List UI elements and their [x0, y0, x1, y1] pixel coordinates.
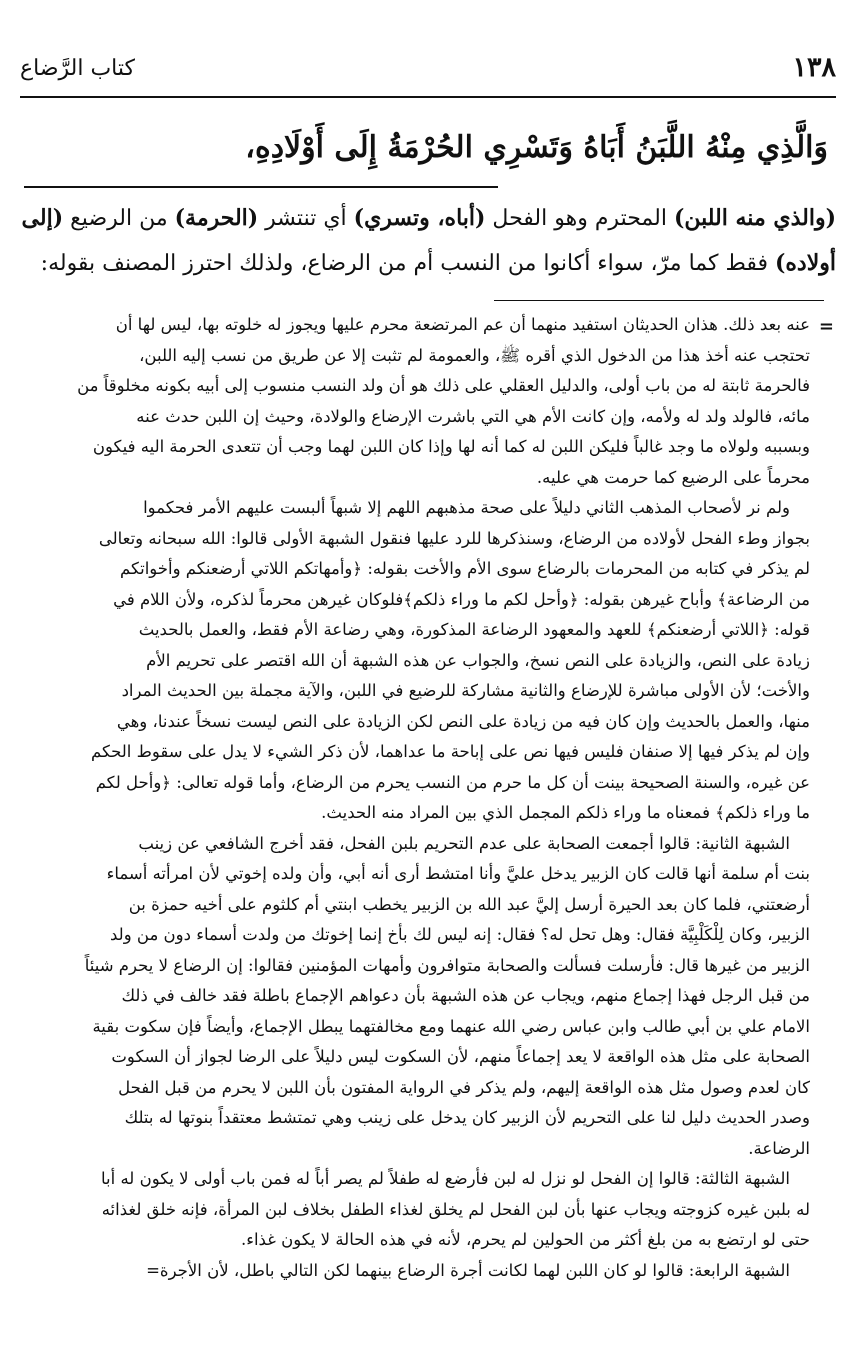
- footnote-line: قوله: ﴿اللاتي أرضعنكم﴾ للعهد والمعهود الرضاعة المذكورة، وهي رضاعة الأم فقط، والعمل بالحديث: [138, 620, 810, 639]
- footnote-line: لم يذكر في كتابه من المحرمات بالرضاع سوى الأم والأخت بقوله: ﴿وأمهاتكم اللاتي أرضعنكم وأخواتكم: [120, 559, 810, 578]
- footnote-line: وصدر الحديث دليل لنا على التحريم لأن الزبير كان يدخل على زينب وهي تمتشط معتقداً بنوتها له بتلك: [124, 1108, 810, 1127]
- footnote-line: من قبل الرجل فهذا إجماع منهم، ويجاب عن هذه الشبهة بأن دعواهم الإجماع باطلة فقد خالف في ذلك: [121, 986, 810, 1005]
- sharh-quoted-matn: (إلى: [21, 205, 64, 231]
- footnote-line: ما وراء ذلكم﴾ فمعناه ما وراء ذلكم المجمل الذي بين المراد منه الحديث.: [321, 803, 810, 822]
- matn-text: وَالَّذِي مِنْهُ اللَّبَنُ أَبَاهُ وَتَسْرِي الحُرْمَةُ إِلَى أَوْلَادِهِ،: [245, 130, 828, 165]
- footnote-line: الصحابة على مثل هذه الواقعة لا يعد إجماعاً منهم، لأن السكوت ليس دليلاً على الرضا لجواز أن السكوت: [111, 1047, 810, 1066]
- footnote-line: من الرضاعة﴾ وأباح غيرهن بقوله: ﴿وأحل لكم ما وراء ذلكم﴾فلوكان غيرهن محرماً لذكره، ولأن اللام في: [113, 589, 810, 609]
- matn-sharh-rule: [24, 186, 498, 188]
- footnote-line: له بلبن غيره كزوجته ويجاب عنها بأن لبن الفحل لم يخلق لغذاء الطفل بخلاف لبن المرأة، فإنه خلق لغذائه: [101, 1199, 810, 1219]
- sharh-quoted-matn: (والذي منه اللبن): [673, 205, 836, 231]
- footnote-line: والأخت؛ لأن الأولى مباشرة للإرضاع والثانية مشاركة للرضيع في اللبن، والآية مجملة بين الحديث المراد: [121, 681, 810, 700]
- footnote-line: أرضعتني، فلما كان بعد الحيرة أرسل إليَّ عبد الله بن الزبير يخطب ابنتي أم كلثوم على أخيه حمزة بن: [128, 894, 810, 914]
- footnote-line: الشبهة الرابعة: قالوا لو كان اللبن لهما لكانت أجرة الرضاع بينهما لكن التالي باطل، لأن الأجرة=: [146, 1260, 790, 1280]
- footnote-line: محرماً على الرضيع كما حرمت هي عليه.: [536, 467, 810, 487]
- footnote-line: وإن لم يذكر فيها إلا صنفان فليس فيها نص على إباحة ما عداهما، لأن ذكر الشيء لا يدل على سقوط الحكم: [91, 742, 810, 761]
- sharh-explanation: أي تنتشر: [258, 206, 354, 231]
- sharh-explanation: من الرضيع: [63, 206, 175, 231]
- sharh-quoted-matn: أولاده): [774, 250, 836, 276]
- footnote-line: الرضاعة.: [748, 1138, 810, 1158]
- footnote-line: مائه، فالولد ولد له ولأمه، وإن كانت الأم هي التي باشرت الإرضاع والولادة، وحيث إن اللبن حدث عنه: [136, 406, 810, 426]
- page-header: [20, 52, 836, 96]
- footnote-rule: [494, 300, 824, 301]
- footnote-line: الشبهة الثالثة: قالوا إن الفحل لو نزل له لبن فأرضع له طفلاً لم يصر أباً له فمن باب أولى لا يكون له أبا: [101, 1169, 790, 1188]
- footnote-line: بجواز وطء الفحل لأولاده من الرضاع، وسنذكرها للرد عليها فنقول الشبهة الأولى قالوا: الله سبحانه وتعالى: [98, 528, 810, 548]
- footnote-line: الزبير من غيرها قال: فأرسلت فسألت والصحابة متوافرون وأمهات المؤمنين فقالوا: إن الرضاع لا يحرم شيئاً: [84, 955, 810, 975]
- sharh-commentary: [20, 196, 836, 286]
- footnote-line: الزبير، وكان لِلْكَلْبِيَّة فقال: وهل تحل له؟ فقال: إنه ليس لك بأخ إنما إخوتك من ولدت أسماء دون من ولد: [110, 925, 810, 944]
- footnote-line: تحتجب عنه أخذ هذا من الدخول الذي أقره ﷺ، والعمومة لم تثبت إلا عن طريق من نسب إليه اللبن،: [139, 345, 810, 365]
- footnote-line: زيادة على النص، والزيادة على النص نسخ، والجواب عن هذه الشبهة أن الله اقتصر على تحريم الأم: [146, 650, 810, 670]
- footnote-line: عن غيره، والسنة الصحيحة بينت أن كل ما حرم من النسب يحرم من الرضاع، وأما قوله تعالى: ﴿وأحل لكم: [95, 772, 810, 792]
- footnote-line: الامام علي بن أبي طالب وابن عباس رضي الله عنهما ومع مخالفتهما يبطل الإجماع، وأيضاً فإن سكوت بقية: [92, 1016, 810, 1036]
- footnote-line: فالحرمة ثابتة له من باب أولى، والدليل العقلي على ذلك هو أن ولد النسب منسوب إلى أبيه بكونه مخلوقاً من: [77, 376, 810, 395]
- page-number: ١٣٨: [792, 52, 836, 83]
- running-title: كتاب الرَّضاع: [20, 56, 135, 81]
- sharh-explanation: المحترم وهو الفحل: [485, 206, 674, 231]
- footnote-continuation-marker: =: [818, 316, 834, 337]
- footnote-line: كان لعدم وصول مثل هذه الواقعة إليهم، ولم يذكر في الرواية المفتون بأن اللبن لا يحرم من قبل الفحل: [118, 1077, 810, 1097]
- sharh-quoted-matn: (الحرمة): [174, 205, 259, 231]
- footnote-line: عنه بعد ذلك. هذان الحديثان استفيد منهما أن عم المرتضعة محرم عليها ويجوز له خلوته بها، ليس لها أن: [115, 315, 810, 334]
- sharh-quoted-matn: (أباه، وتسري): [353, 205, 486, 231]
- footnote-line: منها، والعمل بالحديث وإن كان فيه من زيادة على النص لكن الزيادة على النص ليست نسخاً عندنا، وهي: [116, 711, 810, 731]
- footnote-line: بنت أم سلمة أنها قالت كان الزبير يدخل عليَّ وأنا امتشط أرى أنه أبي، وأن ولده إخوتي لأن امرأته أسماء: [106, 864, 810, 883]
- sharh-explanation: فقط كما مرّ، سواء أكانوا من النسب أم من الرضاع، ولذلك احترز المصنف بقوله:: [40, 251, 775, 276]
- header-rule: [20, 96, 836, 98]
- footnote-line: ولم نر لأصحاب المذهب الثاني دليلاً على صحة مذهبهم اللهم إلا شبهاً ألبست عليهم الأمر فحكموا: [143, 498, 790, 517]
- footnote-line: الشبهة الثانية: قالوا أجمعت الصحابة على عدم التحريم بلبن الفحل، فقد أخرج الشافعي عن زينب: [138, 833, 790, 853]
- sharh-line: [20, 196, 836, 241]
- footnote-line: وبسببه ولولاه ما وجد غالباً فليكن اللبن له كما أنه لها وإذا كان اللبن لهما وجب أن تتعدى الحرمة اليه فيكون: [92, 437, 810, 456]
- sharh-line: [20, 241, 836, 286]
- footnotes: [22, 310, 810, 1286]
- footnote-line: حتى لو ارتضع به من بلغ أكثر من الحولين لم يحرم، لأنه في هذه الحالة لا يكون غذاء.: [240, 1230, 810, 1249]
